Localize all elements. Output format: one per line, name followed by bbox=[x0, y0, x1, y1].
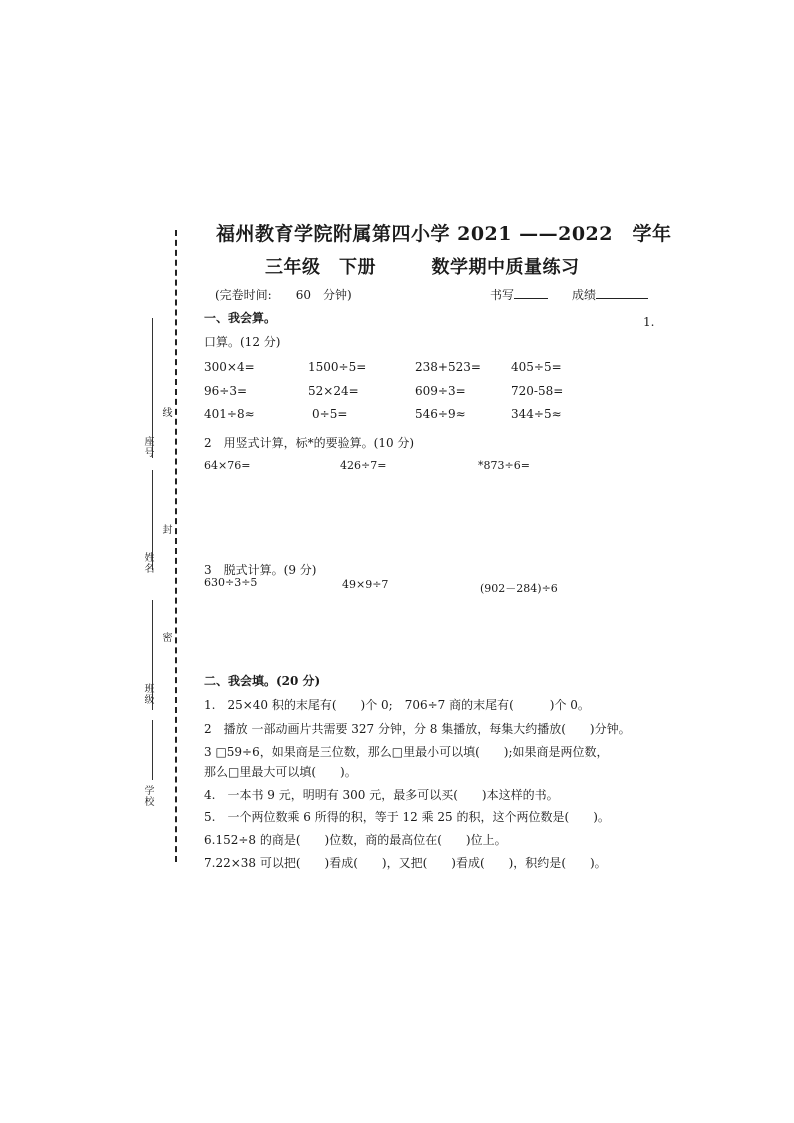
oral-item: 401÷8≈ bbox=[204, 407, 255, 421]
page-title: 福州教育学院附属第四小学 2021 ——2022 学年 bbox=[216, 223, 672, 245]
score-label: 成绩 bbox=[572, 288, 597, 302]
writing-label: 书写 bbox=[490, 288, 515, 302]
seat-label: 座号 bbox=[142, 436, 153, 458]
page-mark: 1. bbox=[643, 315, 655, 329]
vertical-item: *873÷6= bbox=[478, 459, 530, 472]
mark-mi: 密 bbox=[160, 632, 171, 643]
oral-item: 344÷5≈ bbox=[511, 407, 562, 421]
oral-item: 238+523= bbox=[415, 360, 481, 374]
school-label: 学校 bbox=[142, 785, 153, 807]
school-underline bbox=[152, 720, 153, 780]
fill-item: 1. 25×40 积的末尾有( )个 0; 706÷7 商的末尾有( )个 0。 bbox=[204, 698, 590, 712]
stepwise-item: (902－284)÷6 bbox=[480, 582, 558, 595]
stepwise-item: 49×9÷7 bbox=[342, 578, 389, 591]
score-underline bbox=[596, 286, 648, 299]
fill-item: 5. 一个两位数乘 6 所得的积，等于 12 乘 25 的积，这个两位数是( )。 bbox=[204, 810, 610, 824]
oral-item: 405÷5= bbox=[511, 360, 562, 374]
page-subtitle: 三年级 下册 数学期中质量练习 bbox=[265, 257, 580, 278]
oral-item: 0÷5= bbox=[312, 407, 348, 421]
fill-item: 4. 一本书 9 元，明明有 300 元，最多可以买( )本这样的书。 bbox=[204, 788, 559, 802]
stepwise-label: 3 脱式计算。(9 分) bbox=[204, 563, 317, 577]
oral-label: 口算。(12 分) bbox=[204, 335, 281, 349]
vertical-item: 426÷7= bbox=[340, 459, 387, 472]
vertical-label: 2 用竖式计算，标*的要验算。(10 分) bbox=[204, 436, 415, 450]
stepwise-item: 630÷3÷5 bbox=[204, 576, 258, 589]
fill-item: 6.152÷8 的商是( )位数，商的最高位在( )位上。 bbox=[204, 833, 507, 847]
vertical-item: 64×76= bbox=[204, 459, 251, 472]
class-label: 班级 bbox=[142, 683, 153, 705]
mark-feng: 封 bbox=[160, 524, 171, 535]
oral-item: 1500÷5= bbox=[308, 360, 367, 374]
fill-item: 那么□里最大可以填( )。 bbox=[204, 765, 357, 779]
mark-xian: 线 bbox=[160, 407, 171, 418]
fill-item: 2 播放 一部动画片共需要 327 分钟，分 8 集播放，每集大约播放( )分钟。 bbox=[204, 722, 631, 736]
writing-underline bbox=[514, 286, 548, 299]
oral-item: 720-58= bbox=[511, 384, 564, 398]
fill-item: 7.22×38 可以把( )看成( )，又把( )看成( )，积约是( )。 bbox=[204, 856, 607, 870]
fill-item: 3 □59÷6，如果商是三位数，那么□里最小可以填( );如果商是两位数， bbox=[204, 745, 609, 759]
section1-heading: 一、我会算。 bbox=[204, 311, 277, 325]
writing-field bbox=[490, 286, 548, 303]
oral-item: 96÷3= bbox=[204, 384, 248, 398]
score-field bbox=[572, 286, 648, 303]
oral-item: 300×4= bbox=[204, 360, 255, 374]
section2-heading: 二、我会填。(20 分) bbox=[204, 674, 321, 688]
binding-dashed-line bbox=[175, 230, 177, 862]
oral-item: 609÷3= bbox=[415, 384, 466, 398]
name-label: 姓名 bbox=[142, 552, 153, 574]
time-label: (完卷时间: 60 分钟) bbox=[215, 288, 352, 302]
oral-item: 546÷9≈ bbox=[415, 407, 466, 421]
oral-item: 52×24= bbox=[308, 384, 359, 398]
